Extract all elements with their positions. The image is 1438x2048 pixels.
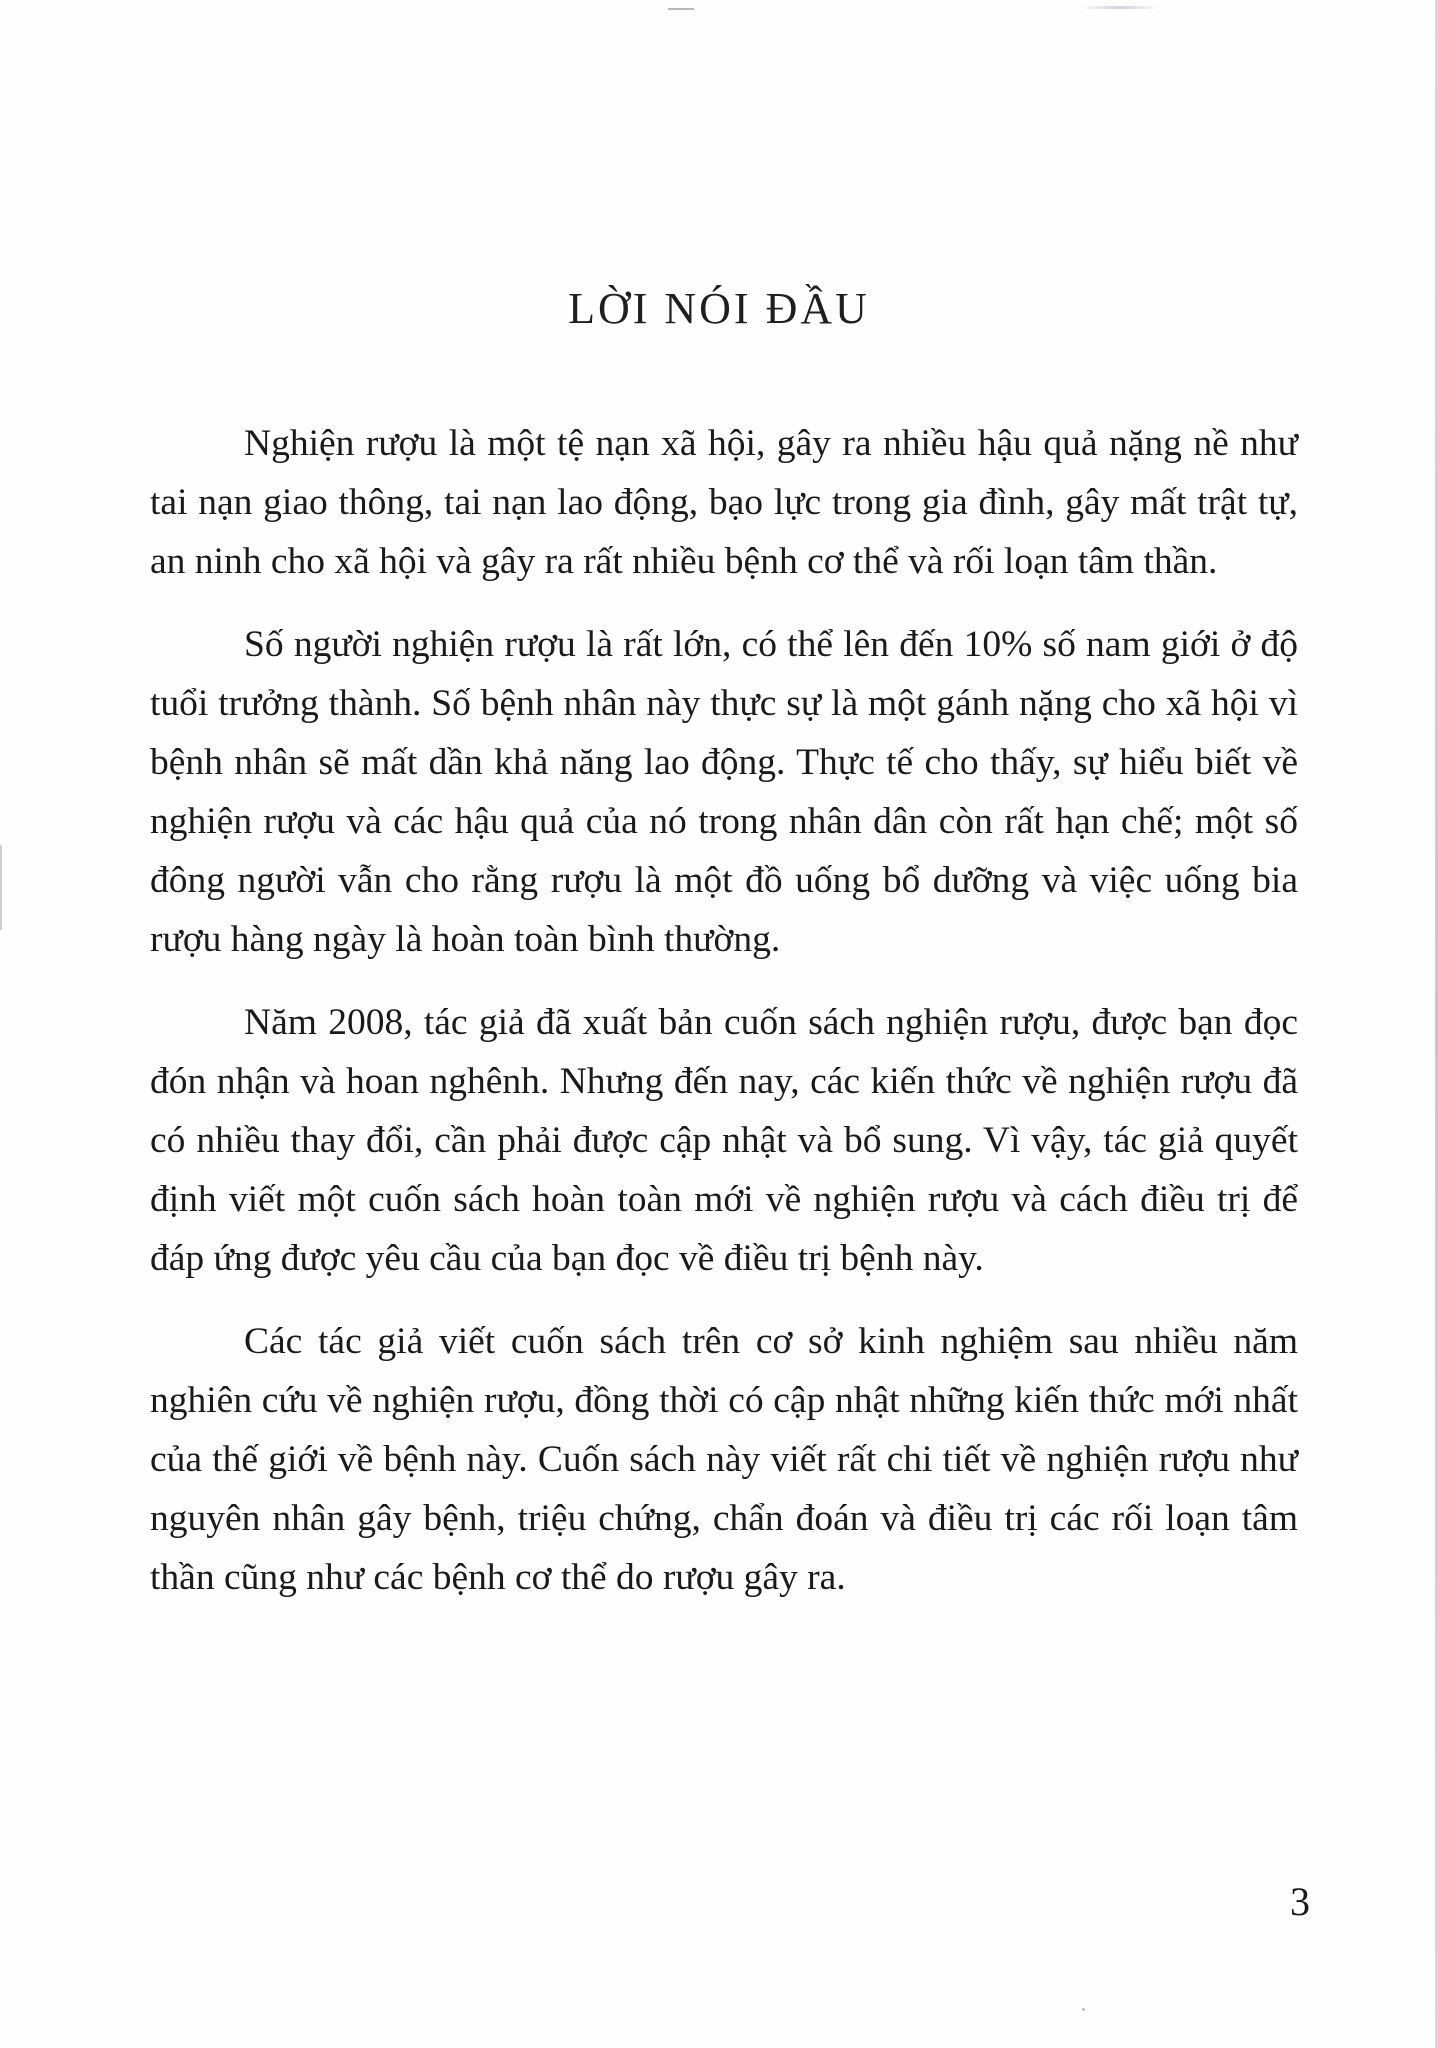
- page-number: 3: [1290, 1879, 1310, 1924]
- scan-artifact-top: [668, 8, 694, 10]
- paragraph-1: Nghiện rượu là một tệ nạn xã hội, gây ra nhiều hậu quả nặng nề như tai nạn giao thông, tai nạn lao động, bạo lực trong gia đình, gây mất trật tự, an ninh cho xã hội và gây ra rất nhiều bệnh cơ thể và rối loạn tâm thần.: [150, 423, 1298, 582]
- body-text: [150, 414, 1298, 1631]
- paragraph-3: Năm 2008, tác giả đã xuất bản cuốn sách nghiện rượu, được bạn đọc đón nhận và hoan nghênh. Nhưng đến nay, các kiến thức về nghiện rượu đã có nhiều thay đổi, cần phải được cập nhật và bổ sung. Vì vậy, tác giả quyết định viết một cuốn sách hoàn toàn mới về nghiện rượu và cách điều trị để đáp ứng được yêu cầu của bạn đọc về điều trị bệnh này.: [150, 1002, 1298, 1279]
- page-title: LỜI NÓI ĐẦU: [568, 284, 870, 333]
- scan-artifact-top-right: [1080, 6, 1160, 9]
- scan-dust: [1082, 2008, 1085, 2011]
- page-edge-left-mark: [0, 845, 2, 930]
- paragraph-2: Số người nghiện rượu là rất lớn, có thể lên đến 10% số nam giới ở độ tuổi trưởng thành. Số bệnh nhân này thực sự là một gánh nặng cho xã hội vì bệnh nhân sẽ mất dần khả năng lao động. Thực tế cho thấy, sự hiểu biết về nghiện rượu và các hậu quả của nó trong nhân dân còn rất hạn chế; một số đông người vẫn cho rằng rượu là một đồ uống bổ dưỡng và việc uống bia rượu hàng ngày là hoàn toàn bình thường.: [150, 624, 1298, 960]
- paragraph-4: Các tác giả viết cuốn sách trên cơ sở kinh nghiệm sau nhiều năm nghiên cứu về nghiện rượu, đồng thời có cập nhật những kiến thức mới nhất của thế giới về bệnh này. Cuốn sách này viết rất chi tiết về nghiện rượu như nguyên nhân gây bệnh, triệu chứng, chẩn đoán và điều trị các rối loạn tâm thần cũng như các bệnh cơ thể do rượu gây ra.: [150, 1321, 1298, 1598]
